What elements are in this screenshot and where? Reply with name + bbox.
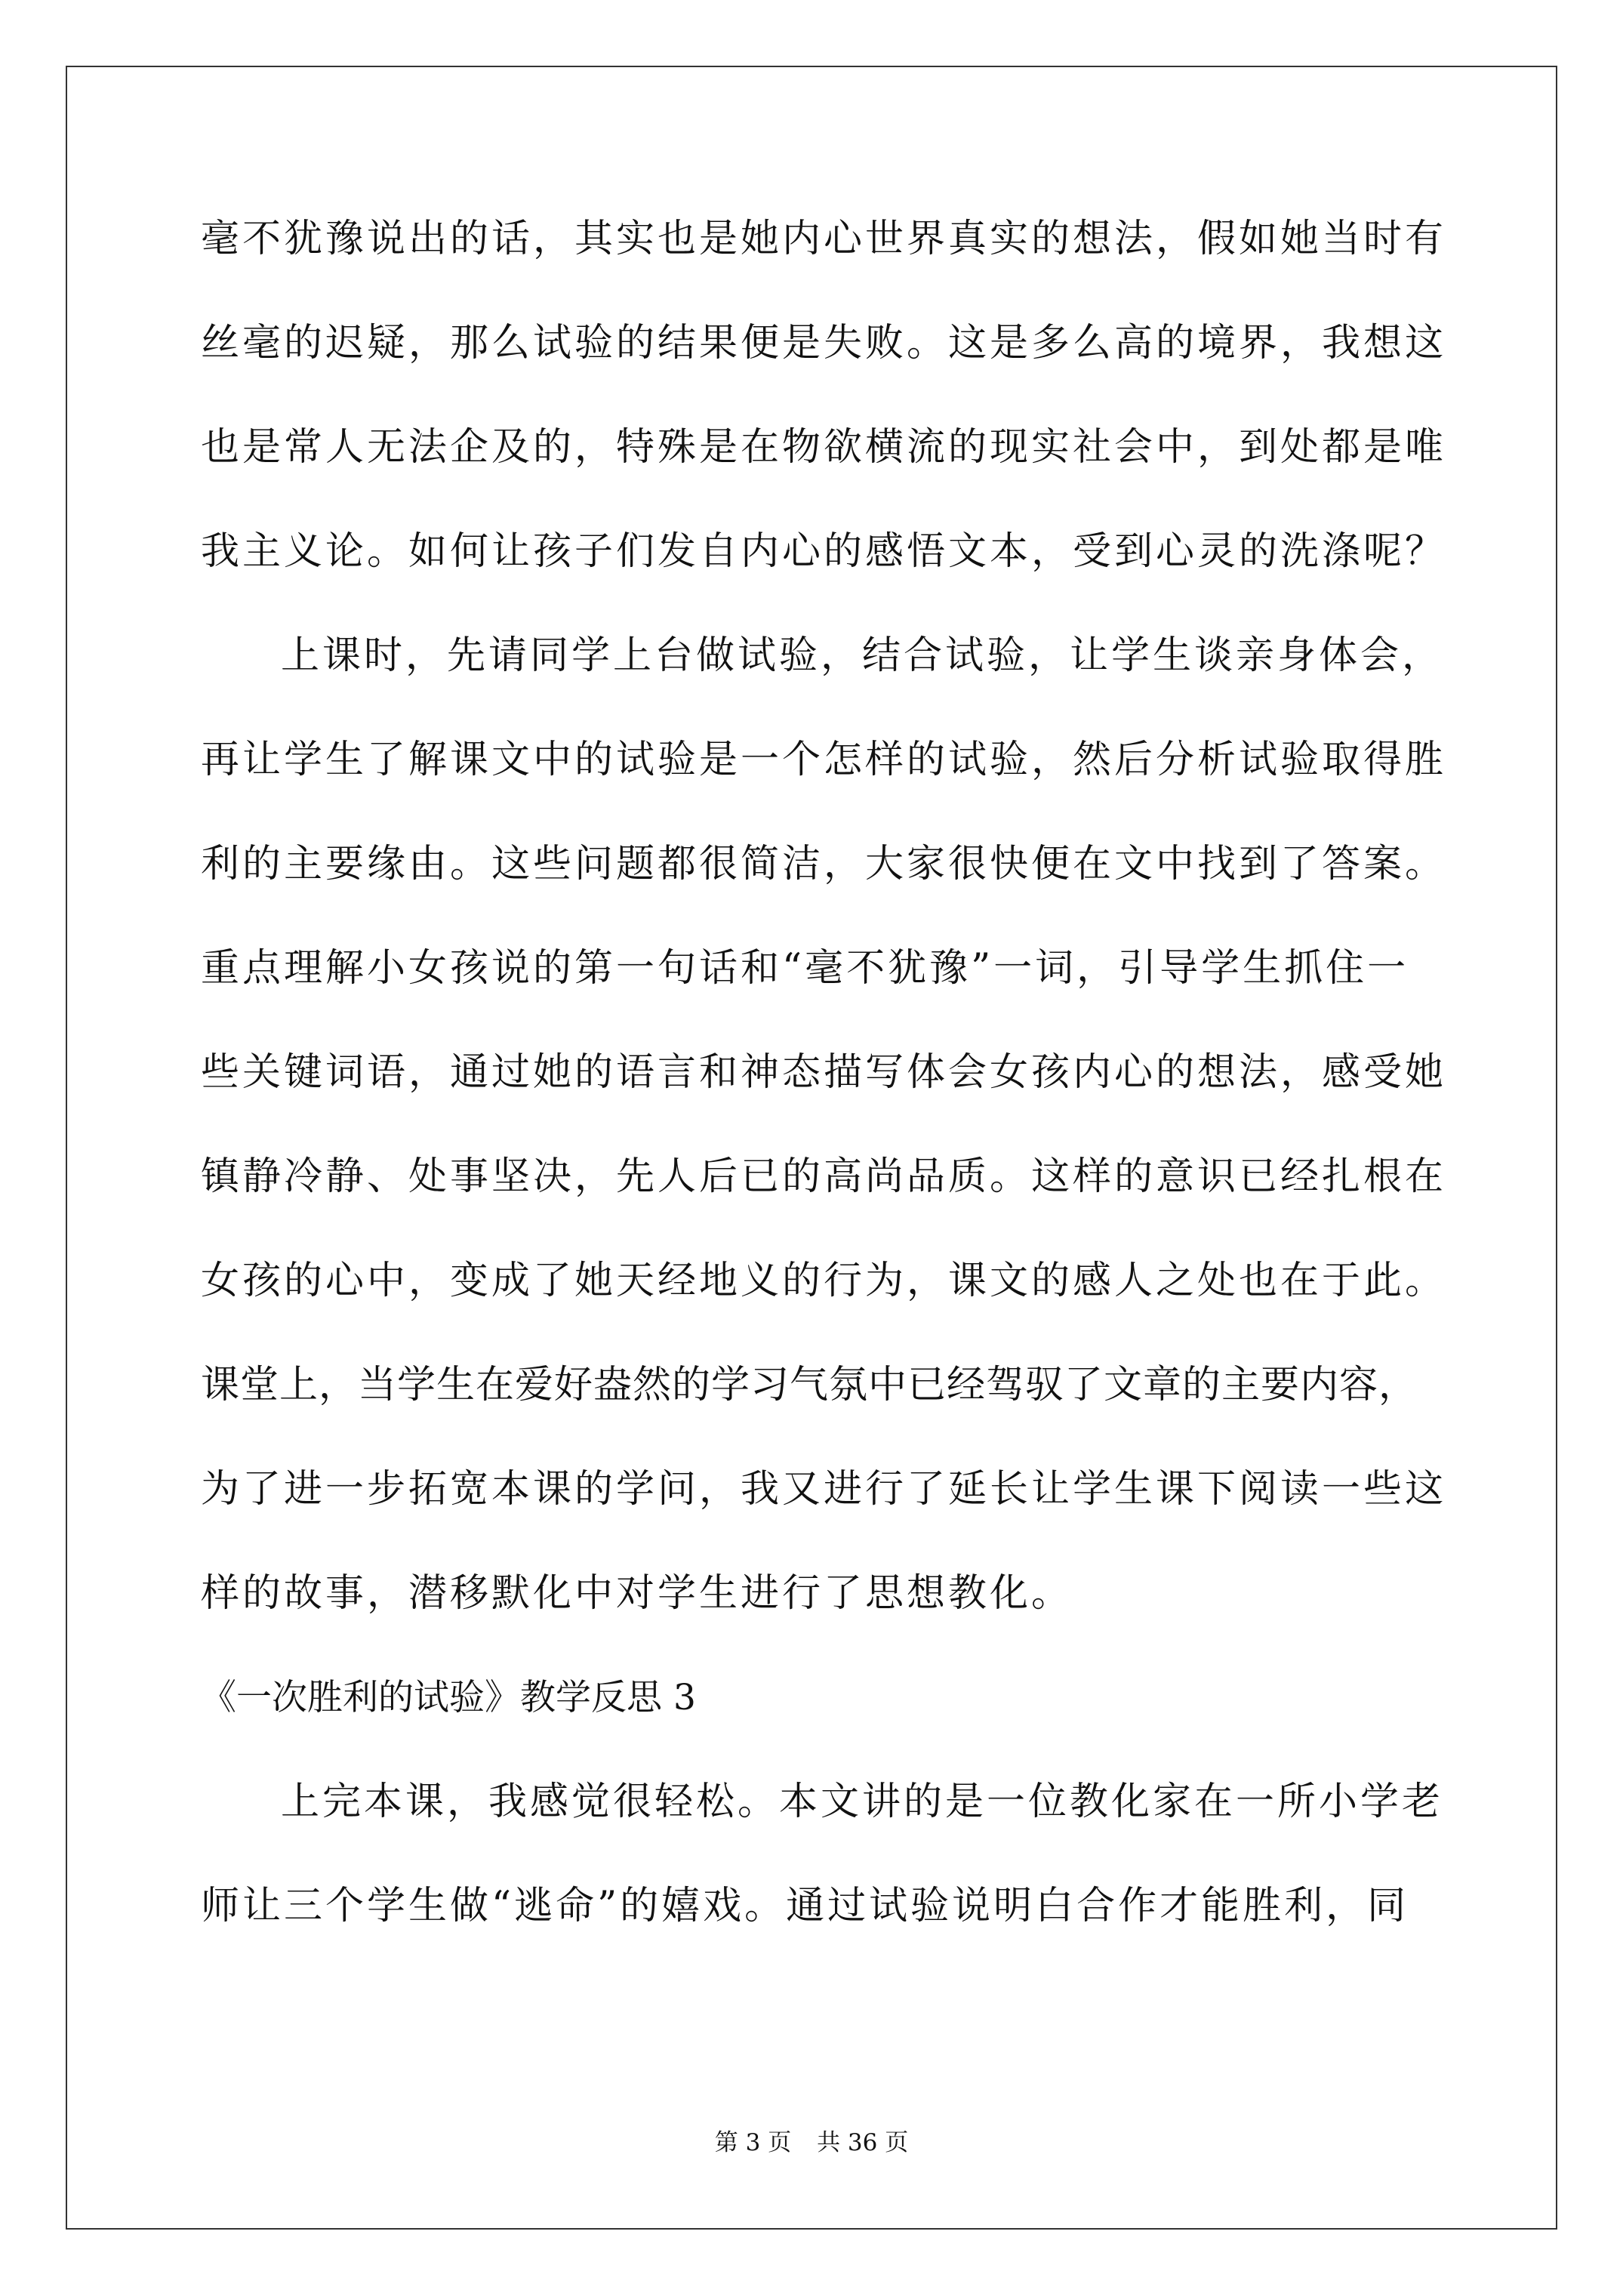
text-line: 课堂上，当学生在爱好盎然的学习气氛中已经驾驭了文章的主要内容， <box>201 1363 1418 1407</box>
paragraph-first-line: 上课时，先请同学上台做试验，结合试验，让学生谈亲身体会， <box>281 633 1444 678</box>
text-line: 毫不犹豫说出的话，其实也是她内心世界真实的想法，假如她当时有 <box>201 217 1447 261</box>
text-line: 样的故事，潜移默化中对学生进行了思想教化。 <box>201 1571 1073 1616</box>
paragraph-first-line: 上完本课，我感觉很轻松。本文讲的是一位教化家在一所小学老 <box>281 1780 1444 1824</box>
section-heading: 《一次胜利的试验》教学反思 3 <box>201 1677 696 1718</box>
text-line: 镇静冷静、处事坚决，先人后已的高尚品质。这样的意识已经扎根在 <box>201 1154 1447 1199</box>
text-line: 为了进一步拓宽本课的学问，我又进行了延长让学生课下阅读一些这 <box>201 1467 1447 1512</box>
text-line: 师让三个学生做“逃命”的嬉戏。通过试验说明白合作才能胜利，同 <box>201 1884 1409 1928</box>
text-line: 再让学生了解课文中的试验是一个怎样的试验，然后分析试验取得胜 <box>201 738 1447 782</box>
text-line: 也是常人无法企及的，特殊是在物欲横流的现实社会中，到处都是唯 <box>201 425 1447 470</box>
document-body <box>201 214 1447 1985</box>
page-total: 共 36 页 <box>817 2129 909 2156</box>
page-footer <box>0 2128 1623 2158</box>
text-line: 丝毫的迟疑，那么试验的结果便是失败。这是多么高的境界，我想这 <box>201 321 1447 365</box>
text-line: 利的主要缘由。这些问题都很简洁，大家很快便在文中找到了答案。 <box>201 842 1447 886</box>
page-number: 第 3 页 <box>714 2129 792 2156</box>
text-line: 些关键词语，通过她的语言和神态描写体会女孩内心的想法，感受她 <box>201 1050 1447 1095</box>
text-line: 重点理解小女孩说的第一句话和“毫不犹豫”一词，引导学生抓住一 <box>201 946 1409 991</box>
text-line: 我主义论。如何让孩子们发自内心的感悟文本，受到心灵的洗涤呢？ <box>201 529 1447 574</box>
text-line: 女孩的心中，变成了她天经地义的行为，课文的感人之处也在于此。 <box>201 1259 1447 1303</box>
